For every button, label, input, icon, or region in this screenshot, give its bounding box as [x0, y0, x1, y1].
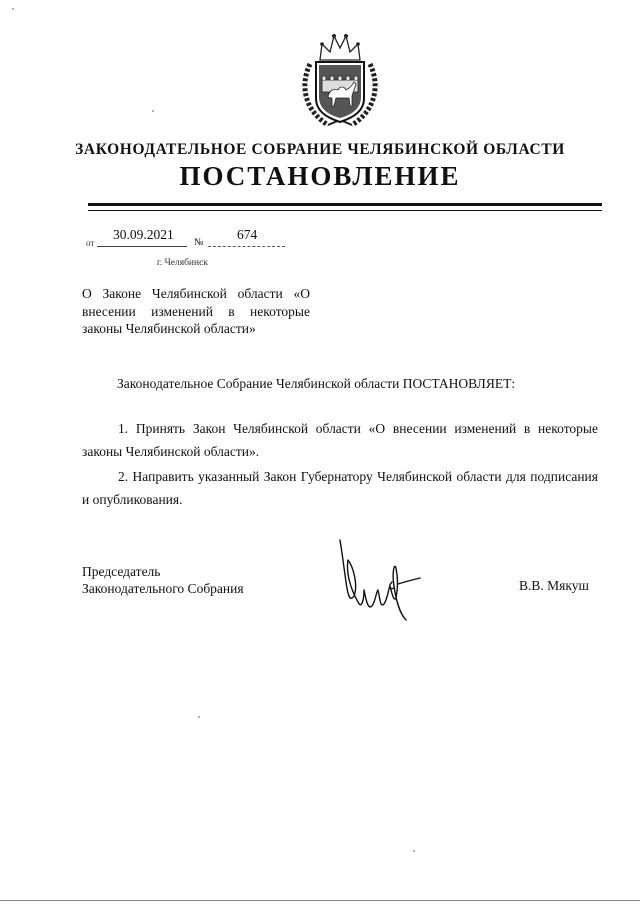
document-type-title: ПОСТАНОВЛЕНИЕ [179, 161, 461, 191]
signatory-title-line-1: Председатель [82, 564, 161, 579]
scan-speck [152, 110, 154, 112]
date-prefix-label: от [86, 238, 95, 248]
document-number: 674 [237, 227, 258, 242]
scan-speck [413, 850, 415, 852]
signatory-title-line-2: Законодательного Собрания [82, 581, 244, 596]
signatory-title [82, 563, 244, 597]
paragraph-2: 2. Направить указанный Закон Губернатору Челябинской области для подписания и опубликования. [82, 469, 598, 507]
document-date: 30.09.2021 [113, 227, 174, 242]
scan-speck [198, 716, 200, 718]
handwritten-signature [336, 538, 428, 624]
organization-name: ЗАКОНОДАТЕЛЬНОЕ СОБРАНИЕ ЧЕЛЯБИНСКОЙ ОБЛАСТИ [75, 141, 565, 158]
signatory-name: В.В. Мякуш [519, 578, 589, 593]
document-subject: О Законе Челябинской области «О внесении изменений в некоторые законы Челябинской области» [82, 286, 310, 336]
paragraph-1: 1. Принять Закон Челябинской области «О внесении изменений в некоторые законы Челябинской области». [82, 421, 598, 459]
preamble-text: Законодательное Собрание Челябинской области ПОСТАНОВЛЯЕТ: [117, 376, 516, 391]
header-rule-thick [88, 203, 602, 206]
header-rule-thin [88, 210, 602, 211]
scan-speck [12, 8, 14, 10]
page-bottom-edge [0, 900, 640, 901]
chelyabinsk-coat-of-arms-icon [298, 30, 382, 130]
city-label: г. Челябинск [157, 258, 208, 268]
number-prefix-label: № [194, 237, 204, 248]
number-underline [208, 246, 285, 247]
date-underline [97, 246, 187, 247]
